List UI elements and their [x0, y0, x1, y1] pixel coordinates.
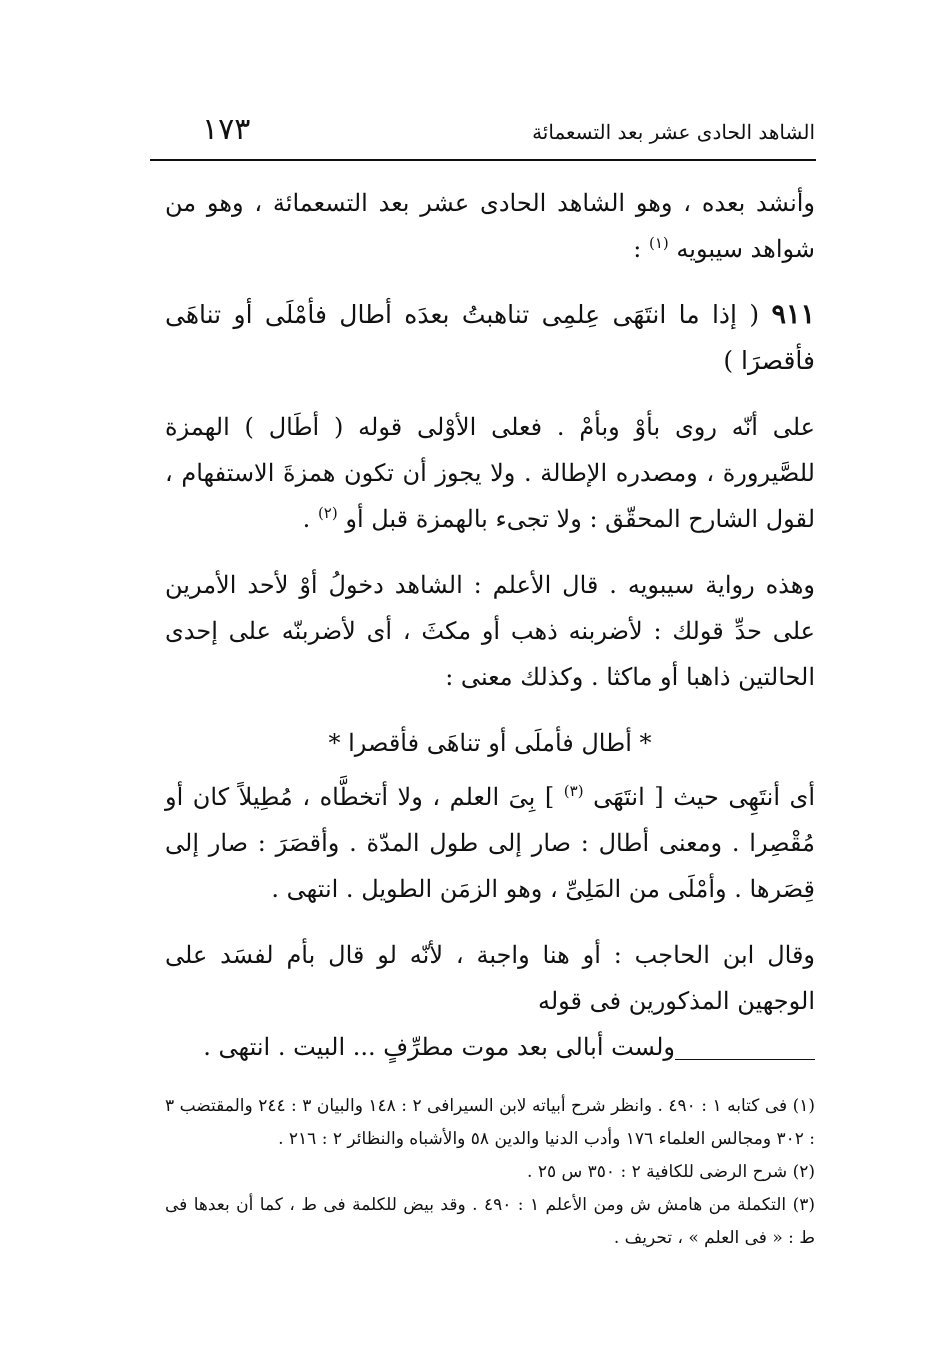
main-text — [165, 180, 815, 1090]
intro-paragraph: وأنشد بعده ، وهو الشاهد الحادى عشر بعد التسعمائة ، وهو من شواهد سيبويه $^{(١)}$ : — [165, 189, 816, 263]
page-header — [150, 112, 815, 152]
footnote-3: (٣) التكملة من هامش ش ومن الأعلم ١ : ٤٩٠ . وقد بيض للكلمة فى ط ، كما أن بعدها فى ط : « فى العلم » ، تحريف . — [165, 1195, 815, 1248]
verse-text: ( إذا ما انتَهَى عِلمِى تناهبتُ بعدَه أطال فأمْلَى أو تناهَى فأقصرَا ) — [165, 300, 815, 375]
verse-number: ٩١١ — [771, 299, 815, 330]
footnote-rule — [675, 1059, 815, 1060]
quoted-hemistich: * أطال فأملَى أو تناهَى فأقصرا * — [328, 729, 652, 757]
commentary-paragraph-2: وهذه رواية سيبويه . قال الأعلم : الشاهد دخولُ أوْ لأحد الأمرين على حدِّ قولك : لأضربنه ذهب أو مكثَ ، أى لأضربنّه على إحدى الحالتين ذاهبا أو ماكثا . وكذلك معنى : — [165, 571, 815, 691]
footnotes — [165, 1090, 815, 1255]
footnote-ref-2[interactable]: (٢) — [317, 504, 338, 522]
commentary-paragraph-3: أى أنتَهِى حيث [ انتَهَى $^{(٣)}$ ] بِىَ العلم ، ولا أتخطَّاه ، مُطِيلاً كان أو مُقْصِرا . ومعنى أطال : صار إلى طول المدّة . وأقصَرَ : صار إلى قِصَرها . وأمْلَى من المَلِىِّ ، وهو الزمَن الطويل . انتهى . — [165, 782, 816, 903]
commentary-paragraph-1: على أنّه روى بأوْ وبأمْ . فعلى الأوْلى قوله ( أطَال ) الهمزة للصَّيرورة ، ومصدره الإطالة . ولا يجوز أن تكون همزةَ الاستفهام ، لقول الشارح المحقّق : ولا تجىء بالهمزة قبل أو $^{(٢)}$ . — [165, 413, 815, 533]
page-number: ١٧٣ — [202, 112, 251, 147]
verse-line — [165, 292, 815, 384]
footnote-ref-3[interactable]: (٣) — [563, 782, 584, 800]
verse-reference: ولست أبالى بعد موت مطرِّفٍ ... البيت . انتهى . — [203, 1033, 675, 1061]
footnote-1: (١) فى كتابه ١ : ٤٩٠ . وانظر شرح أبياته لابن السيرافى ٢ : ١٤٨ والبيان ٣ : ٢٤٤ والمقتضب ٣ : ٣٠٢ ومجالس العلماء ١٧٦ وأدب الدنيا والدين ٥٨ والأشباه والنظائر ٢ : ٢١٦ . — [165, 1096, 815, 1149]
footnote-ref-1[interactable]: (١) — [648, 234, 669, 252]
footnote-2: (٢) شرح الرضى للكافية ٢ : ٣٥٠ س ٢٥ . — [527, 1162, 815, 1182]
header-rule — [150, 159, 816, 161]
commentary-paragraph-4: وقال ابن الحاجب : أو هنا واجبة ، لأنّه لو قال بأم لفسَد على الوجهين المذكورين فى قوله — [165, 941, 816, 1015]
running-title: الشاهد الحادى عشر بعد التسعمائة — [532, 120, 815, 144]
